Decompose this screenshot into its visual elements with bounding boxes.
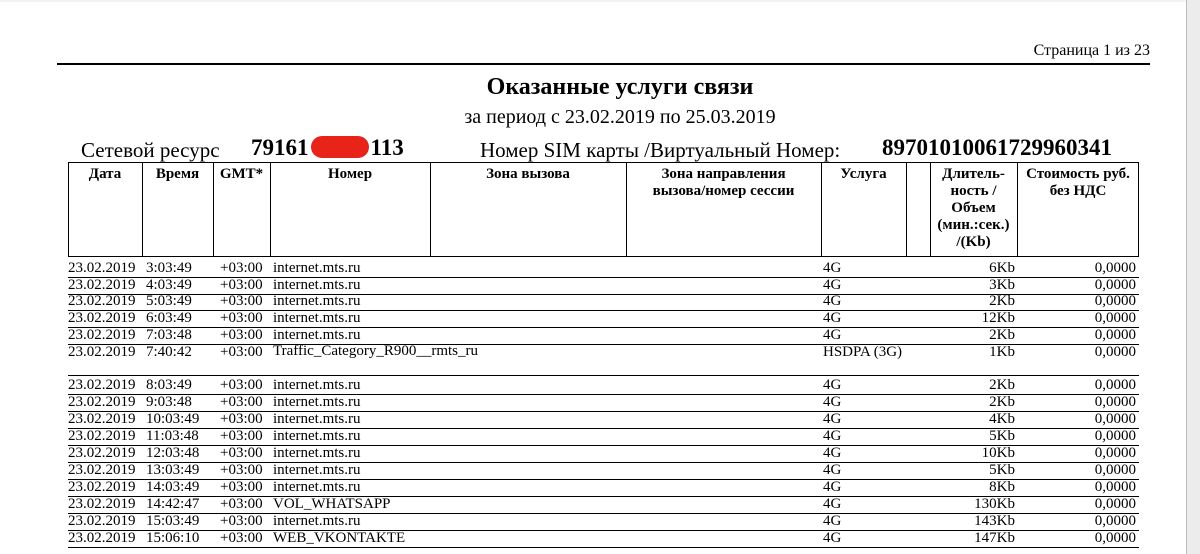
cell-cost: 0,0000 bbox=[1094, 344, 1136, 360]
cell-time: 10:03:49 bbox=[146, 411, 200, 427]
table-row bbox=[68, 513, 1139, 531]
cell-number: internet.mts.ru bbox=[273, 411, 361, 427]
table-row bbox=[68, 260, 1139, 278]
table-row bbox=[68, 344, 1139, 376]
table-row bbox=[68, 293, 1139, 311]
cell-number: internet.mts.ru bbox=[273, 513, 361, 529]
cell-date: 23.02.2019 bbox=[68, 479, 136, 495]
cell-time: 11:03:48 bbox=[146, 428, 199, 444]
cell-gmt: +03:00 bbox=[220, 344, 263, 360]
cell-cost: 0,0000 bbox=[1094, 260, 1136, 276]
cell-date: 23.02.2019 bbox=[68, 462, 136, 478]
cell-cost: 0,0000 bbox=[1094, 310, 1136, 326]
redaction-mark bbox=[311, 136, 369, 158]
window-top-edge bbox=[0, 0, 1186, 2]
cell-number: WEB_VKONTAKTE bbox=[273, 530, 406, 546]
table-row bbox=[68, 445, 1139, 463]
cell-number: internet.mts.ru bbox=[273, 260, 361, 276]
table-row bbox=[68, 310, 1139, 328]
cell-time: 9:03:48 bbox=[146, 394, 192, 410]
phone-suffix: 113 bbox=[370, 135, 404, 160]
cell-date: 23.02.2019 bbox=[68, 310, 136, 326]
cell-volume: 147Kb bbox=[974, 530, 1015, 546]
cell-service: 4G bbox=[823, 445, 842, 461]
cell-date: 23.02.2019 bbox=[68, 260, 136, 276]
cell-time: 3:03:49 bbox=[146, 260, 192, 276]
header-service: Услуга bbox=[840, 166, 887, 182]
cell-date: 23.02.2019 bbox=[68, 277, 136, 293]
header-divider bbox=[906, 162, 907, 257]
cell-service: 4G bbox=[823, 530, 842, 546]
table-row bbox=[68, 377, 1139, 395]
cell-service: 4G bbox=[823, 293, 842, 309]
cell-time: 6:03:49 bbox=[146, 310, 192, 326]
cell-volume: 1Kb bbox=[989, 344, 1015, 360]
table-row bbox=[68, 327, 1139, 345]
table-row bbox=[68, 394, 1139, 412]
cell-cost: 0,0000 bbox=[1094, 530, 1136, 546]
header-rule bbox=[57, 63, 1150, 65]
cell-gmt: +03:00 bbox=[220, 530, 263, 546]
cell-service: 4G bbox=[823, 496, 842, 512]
cell-gmt: +03:00 bbox=[220, 310, 263, 326]
cell-number: internet.mts.ru bbox=[273, 445, 361, 461]
cell-service: 4G bbox=[823, 327, 842, 343]
table-row bbox=[68, 428, 1139, 446]
cell-cost: 0,0000 bbox=[1094, 513, 1136, 529]
cell-service: 4G bbox=[823, 513, 842, 529]
cell-volume: 4Kb bbox=[989, 411, 1015, 427]
cell-time: 5:03:49 bbox=[146, 293, 192, 309]
cell-gmt: +03:00 bbox=[220, 277, 263, 293]
cell-volume: 3Kb bbox=[989, 277, 1015, 293]
cell-time: 13:03:49 bbox=[146, 462, 200, 478]
network-resource-number bbox=[251, 135, 404, 161]
table-row bbox=[68, 462, 1139, 480]
cell-cost: 0,0000 bbox=[1094, 411, 1136, 427]
cell-number: internet.mts.ru bbox=[273, 428, 361, 444]
cell-volume: 12Kb bbox=[981, 310, 1015, 326]
phone-prefix: 79161 bbox=[251, 135, 309, 160]
cell-time: 7:03:48 bbox=[146, 327, 192, 343]
cell-gmt: +03:00 bbox=[220, 479, 263, 495]
cell-volume: 5Kb bbox=[989, 462, 1015, 478]
cell-cost: 0,0000 bbox=[1094, 496, 1136, 512]
cell-volume: 2Kb bbox=[989, 327, 1015, 343]
cell-number: internet.mts.ru bbox=[273, 327, 361, 343]
cell-service: 4G bbox=[823, 260, 842, 276]
header-cost: Стоимость руб. без НДС bbox=[1026, 166, 1130, 199]
cell-volume: 5Kb bbox=[989, 428, 1015, 444]
cell-number: internet.mts.ru bbox=[273, 479, 361, 495]
cell-number: Traffic_Category_R900__rmts_ru bbox=[273, 343, 478, 359]
cell-service: 4G bbox=[823, 277, 842, 293]
cell-date: 23.02.2019 bbox=[68, 327, 136, 343]
header-gmt: GMT* bbox=[219, 166, 264, 182]
cell-time: 7:40:42 bbox=[146, 344, 192, 360]
cell-volume: 6Kb bbox=[989, 260, 1015, 276]
cell-service: 4G bbox=[823, 377, 842, 393]
cell-cost: 0,0000 bbox=[1094, 293, 1136, 309]
cell-time: 4:03:49 bbox=[146, 277, 192, 293]
cell-volume: 8Kb bbox=[989, 479, 1015, 495]
cell-number: internet.mts.ru bbox=[273, 377, 361, 393]
cell-gmt: +03:00 bbox=[220, 260, 263, 276]
cell-cost: 0,0000 bbox=[1094, 428, 1136, 444]
cell-date: 23.02.2019 bbox=[68, 445, 136, 461]
header-direction-zone: Зона направления вызова/номер сессии bbox=[652, 166, 795, 199]
header-divider bbox=[626, 162, 627, 257]
sim-number: 89701010061729960341 bbox=[882, 135, 1112, 160]
cell-date: 23.02.2019 bbox=[68, 411, 136, 427]
cell-gmt: +03:00 bbox=[220, 377, 263, 393]
cell-date: 23.02.2019 bbox=[68, 513, 136, 529]
cell-gmt: +03:00 bbox=[220, 394, 263, 410]
cell-gmt: +03:00 bbox=[220, 462, 263, 478]
cell-volume: 2Kb bbox=[989, 293, 1015, 309]
sim-label: Номер SIM карты /Виртуальный Номер: bbox=[480, 138, 841, 162]
cell-date: 23.02.2019 bbox=[68, 530, 136, 546]
cell-gmt: +03:00 bbox=[220, 293, 263, 309]
cell-number: internet.mts.ru bbox=[273, 310, 361, 326]
cell-service: HSDPA (3G) bbox=[823, 344, 903, 360]
header-duration: Длитель-ность /Объем (мин.:сек.) /(Kb) bbox=[937, 166, 1010, 250]
cell-gmt: +03:00 bbox=[220, 411, 263, 427]
cell-service: 4G bbox=[823, 462, 842, 478]
cell-service: 4G bbox=[823, 411, 842, 427]
cell-gmt: +03:00 bbox=[220, 445, 263, 461]
cell-time: 14:42:47 bbox=[146, 496, 200, 512]
header-time: Время bbox=[155, 166, 200, 182]
cell-volume: 130Kb bbox=[974, 496, 1015, 512]
cell-volume: 2Kb bbox=[989, 394, 1015, 410]
table-row bbox=[68, 411, 1139, 429]
header-call-zone: Зона вызова bbox=[486, 166, 570, 182]
cell-date: 23.02.2019 bbox=[68, 496, 136, 512]
header-number: Номер bbox=[327, 166, 373, 182]
table-row bbox=[68, 530, 1139, 548]
cell-time: 15:03:49 bbox=[146, 513, 200, 529]
cell-gmt: +03:00 bbox=[220, 327, 263, 343]
cell-number: internet.mts.ru bbox=[273, 293, 361, 309]
cell-date: 23.02.2019 bbox=[68, 293, 136, 309]
cell-gmt: +03:00 bbox=[220, 496, 263, 512]
cell-date: 23.02.2019 bbox=[68, 428, 136, 444]
cell-cost: 0,0000 bbox=[1094, 277, 1136, 293]
cell-service: 4G bbox=[823, 310, 842, 326]
cell-date: 23.02.2019 bbox=[68, 344, 136, 360]
table-row bbox=[68, 479, 1139, 497]
page-number: Страница 1 из 23 bbox=[1033, 42, 1150, 59]
cell-time: 15:06:10 bbox=[146, 530, 200, 546]
table-row bbox=[68, 496, 1139, 514]
cell-time: 12:03:48 bbox=[146, 445, 200, 461]
cell-gmt: +03:00 bbox=[220, 513, 263, 529]
cell-cost: 0,0000 bbox=[1094, 327, 1136, 343]
cell-cost: 0,0000 bbox=[1094, 445, 1136, 461]
cell-cost: 0,0000 bbox=[1094, 377, 1136, 393]
cell-number: VOL_WHATSAPP bbox=[273, 496, 391, 512]
cell-time: 14:03:49 bbox=[146, 479, 200, 495]
cell-date: 23.02.2019 bbox=[68, 394, 136, 410]
cell-date: 23.02.2019 bbox=[68, 377, 136, 393]
header-date: Дата bbox=[88, 166, 122, 182]
cell-service: 4G bbox=[823, 428, 842, 444]
cell-service: 4G bbox=[823, 394, 842, 410]
cell-service: 4G bbox=[823, 479, 842, 495]
cell-cost: 0,0000 bbox=[1094, 462, 1136, 478]
document-title: Оказанные услуги связи bbox=[486, 74, 754, 100]
cell-volume: 10Kb bbox=[981, 445, 1015, 461]
cell-volume: 2Kb bbox=[989, 377, 1015, 393]
network-resource-label: Сетевой ресурс bbox=[81, 138, 220, 162]
cell-cost: 0,0000 bbox=[1094, 479, 1136, 495]
cell-number: internet.mts.ru bbox=[273, 277, 361, 293]
cell-time: 8:03:49 bbox=[146, 377, 192, 393]
cell-number: internet.mts.ru bbox=[273, 462, 361, 478]
cell-volume: 143Kb bbox=[974, 513, 1015, 529]
cell-number: internet.mts.ru bbox=[273, 394, 361, 410]
report-period: за период с 23.02.2019 по 25.03.2019 bbox=[464, 106, 776, 128]
cell-cost: 0,0000 bbox=[1094, 394, 1136, 410]
cell-gmt: +03:00 bbox=[220, 428, 263, 444]
